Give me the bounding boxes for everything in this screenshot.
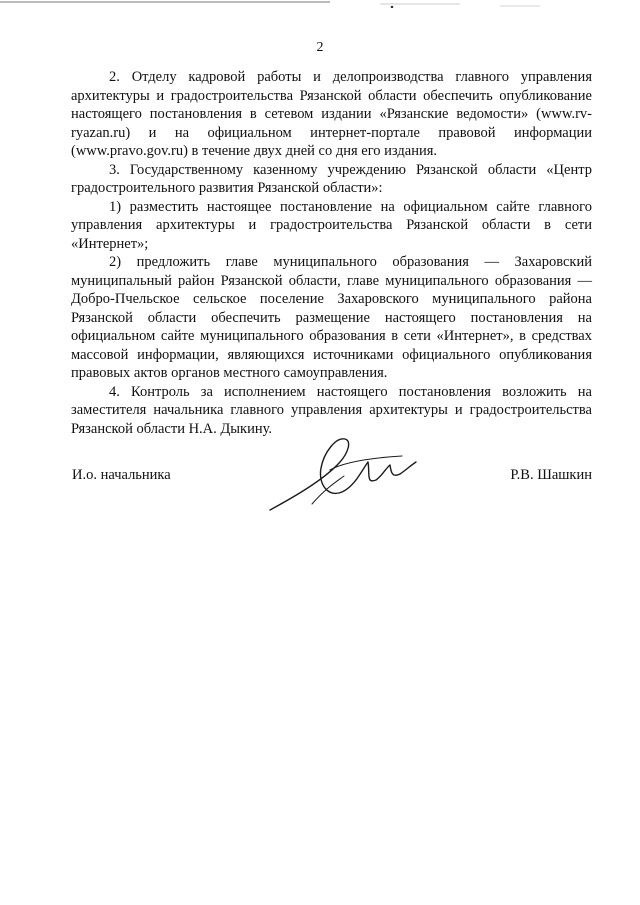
signatory-name: Р.В. Шашкин: [510, 467, 592, 483]
paragraph-subitem-2: 2) предложить главе муниципального образования — Захаровский муниципальный район Рязанской области, главе муниципального образования — Добро-Пчельское сельское поселение Захаровского муниципального района Рязанской области обеспечить размещение настоящего постановления на официальном сайте муниципального образования в сети «Интернет», в средствах массовой информации, являющихся источниками официального опубликования правовых актов органов местного самоуправления.: [71, 254, 592, 381]
page-number: 2: [316, 40, 324, 55]
scan-top-artifact: [0, 0, 640, 8]
document-body: [71, 68, 592, 438]
handwritten-signature: [252, 432, 432, 522]
paragraph-subitem-1: 1) разместить настоящее постановление на официальном сайте главного управления архитектуры и градостроительства Рязанской области в сети «Интернет»;: [71, 198, 592, 252]
signatory-position: И.о. начальника: [72, 467, 171, 483]
paragraph-item-2: 2. Отделу кадровой работы и делопроизводства главного управления архитектуры и градостроительства Рязанской области обеспечить опубликование настоящего постановления в сетевом издании «Рязанские ведомости» (www.rv-ryazan.ru) и на официальном интернет-портале правовой информации (www.pravo.gov.ru) в течение двух дней со дня его издания.: [71, 69, 592, 159]
paragraph-item-3: 3. Государственному казенному учреждению Рязанской области «Центр градостроительного развития Рязанской области»:: [71, 161, 592, 196]
paragraph-item-4: 4. Контроль за исполнением настоящего постановления возложить на заместителя начальника главного управления архитектуры и градостроительства Рязанской области Н.А. Дыкину.: [71, 383, 592, 437]
